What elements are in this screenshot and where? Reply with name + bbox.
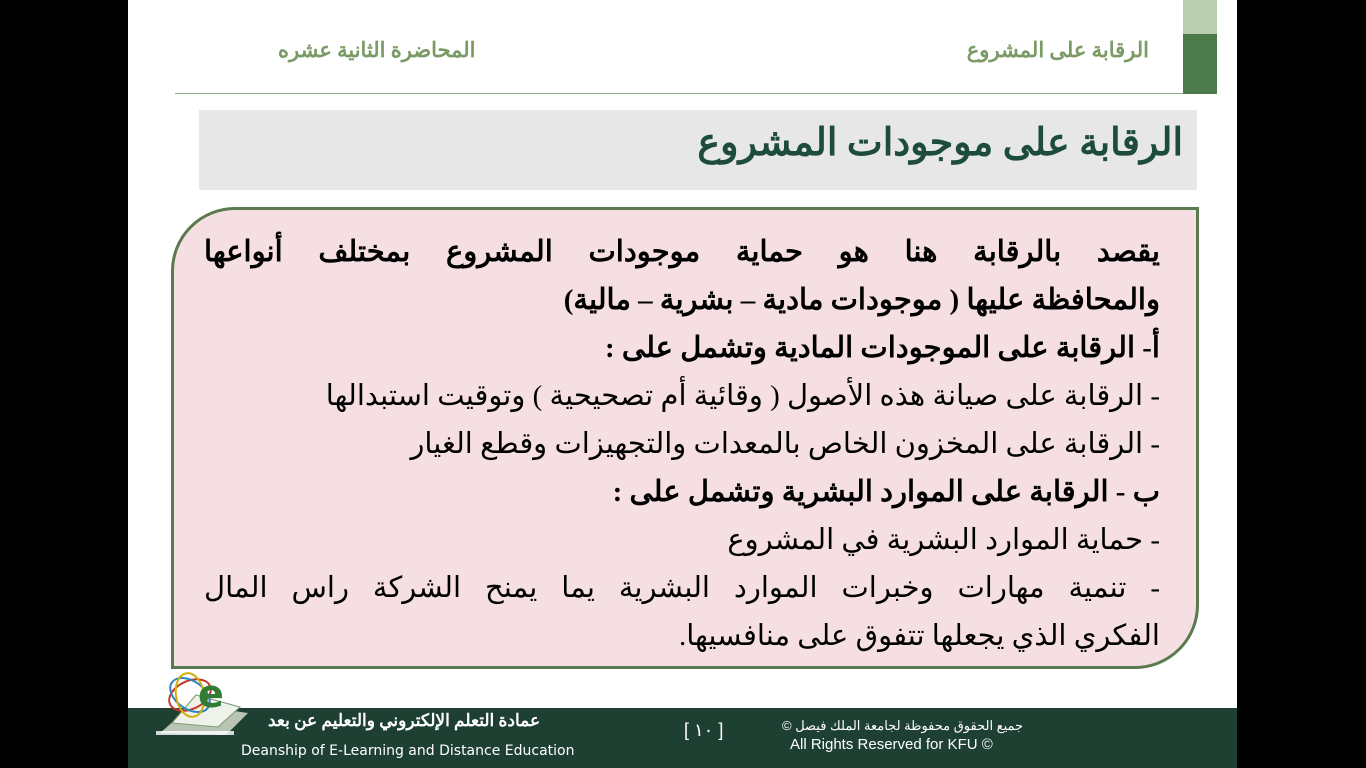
header-lecture: المحاضرة الثانية عشره	[278, 38, 476, 62]
content-text	[204, 228, 1160, 660]
content-box	[171, 207, 1199, 669]
content-heading: أ- الرقابة على الموجودات المادية وتشمل على :	[604, 332, 1160, 364]
title-bar	[199, 110, 1197, 190]
content-line: - الرقابة على المخزون الخاص بالمعدات والتجهيزات وقطع الغيار	[410, 428, 1160, 460]
content-line: - الرقابة على صيانة هذه الأصول ( وقائية أم تصحيحية ) وتوقيت استبدالها	[325, 380, 1160, 412]
content-heading: ب - الرقابة على الموارد البشرية وتشمل على :	[612, 476, 1160, 508]
corner-accent-light	[1183, 0, 1217, 34]
footer-rights-arabic: جميع الحقوق محفوظة لجامعة الملك فيصل ©	[782, 718, 1024, 733]
content-line: الفكري الذي يجعلها تتفوق على منافسيها.	[678, 620, 1160, 652]
slide-title: الرقابة على موجودات المشروع	[697, 122, 1183, 164]
content-line: - تنمية مهارات وخبرات الموارد البشرية يما يمنح الشركة راس المال	[204, 572, 1160, 604]
content-line: يقصد بالرقابة هنا هو حماية موجودات المشروع بمختلف أنواعها	[204, 236, 1160, 268]
header-topic: الرقابة على المشروع	[966, 38, 1149, 62]
svg-text:e: e	[198, 672, 224, 716]
content-line: - حماية الموارد البشرية في المشروع	[727, 524, 1160, 556]
page-number: [ ١٠ ]	[684, 720, 724, 740]
footer-deanship-english: Deanship of E-Learning and Distance Education	[241, 743, 575, 759]
slide	[128, 0, 1237, 768]
footer-rights-english: All Rights Reserved for KFU ©	[790, 736, 993, 753]
corner-accent-dark	[1183, 34, 1217, 94]
header-divider	[175, 93, 1183, 94]
footer-deanship-arabic: عمادة التعلم الإلكتروني والتعليم عن بعد	[268, 711, 541, 730]
content-line: والمحافظة عليها ( موجودات مادية – بشرية – مالية)	[563, 284, 1160, 316]
kfu-elearning-logo-icon	[152, 665, 252, 745]
